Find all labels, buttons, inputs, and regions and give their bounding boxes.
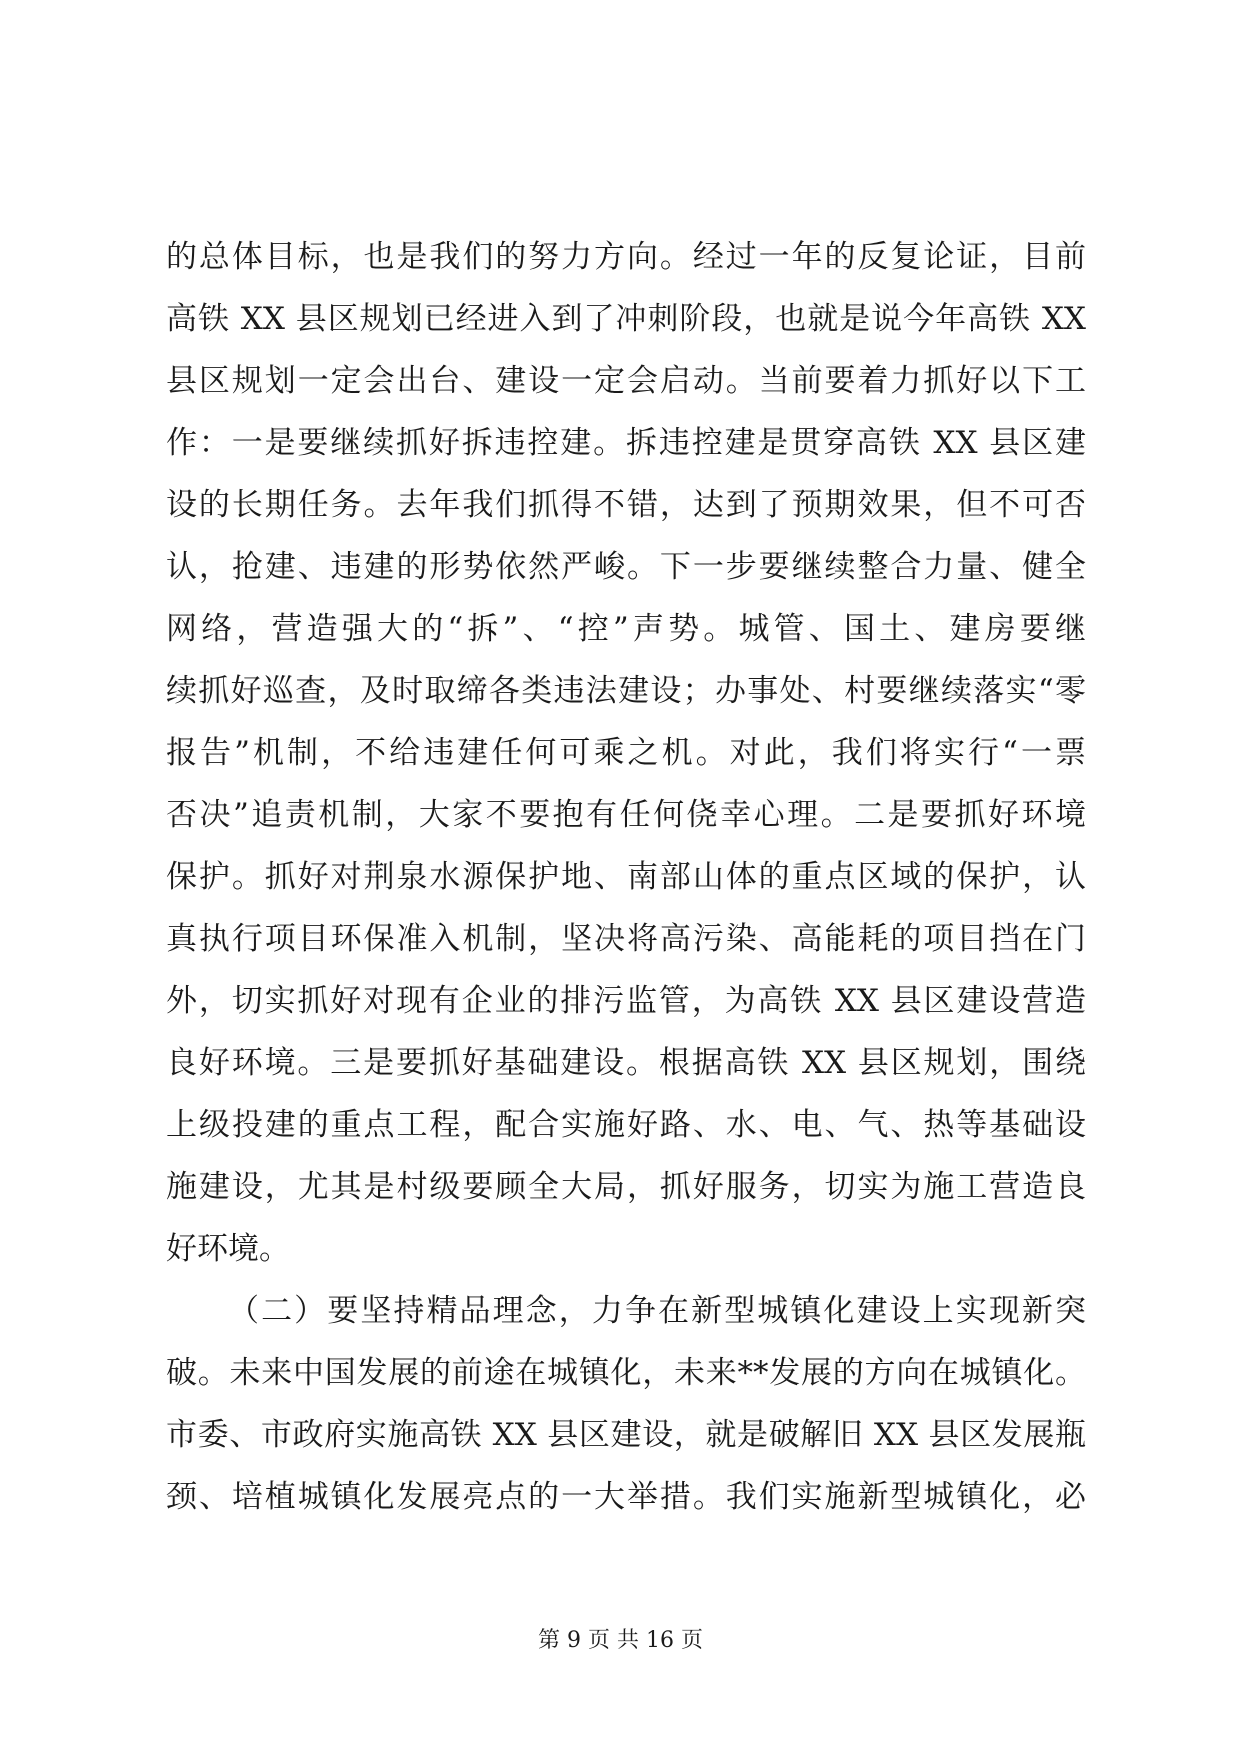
text-line: 网络，营造强大的“拆”、“控”声势。城管、国土、建房要继 (166, 611, 1086, 647)
text-line: 真执行项目环保准入机制，坚决将高污染、高能耗的项目挡在门 (166, 921, 1086, 957)
text-line: 续抓好巡查，及时取缔各类违法建设；办事处、村要继续落实“零 (166, 673, 1086, 709)
text-line: 上级投建的重点工程，配合实施好路、水、电、气、热等基础设 (166, 1107, 1086, 1143)
text-line: 市委、市政府实施高铁 XX 县区建设，就是破解旧 XX 县区发展瓶 (166, 1417, 1086, 1453)
text-line: 高铁 XX 县区规划已经进入到了冲刺阶段，也就是说今年高铁 XX (166, 301, 1086, 337)
text-line: 县区规划一定会出台、建设一定会启动。当前要着力抓好以下工 (166, 363, 1086, 399)
text-line: 良好环境。三是要抓好基础建设。根据高铁 XX 县区规划，围绕 (166, 1045, 1086, 1081)
text-line: 颈、培植城镇化发展亮点的一大举措。我们实施新型城镇化，必 (166, 1479, 1086, 1515)
text-line: 外，切实抓好对现有企业的排污监管，为高铁 XX 县区建设营造 (166, 983, 1086, 1019)
text-line-paragraph-start: （二）要坚持精品理念，力争在新型城镇化建设上实现新突 (228, 1293, 1086, 1329)
text-line: 设的长期任务。去年我们抓得不错，达到了预期效果，但不可否 (166, 487, 1086, 523)
text-line: 保护。抓好对荆泉水源保护地、南部山体的重点区域的保护，认 (166, 859, 1086, 895)
page-number-footer: 第 9 页 共 16 页 (538, 1628, 703, 1653)
text-line: 的总体目标，也是我们的努力方向。经过一年的反复论证，目前 (166, 239, 1086, 275)
text-line: 报告”机制，不给违建任何可乘之机。对此，我们将实行“一票 (166, 735, 1086, 771)
text-line-paragraph-end: 好环境。 (166, 1231, 290, 1267)
text-line: 施建设，尤其是村级要顾全大局，抓好服务，切实为施工营造良 (166, 1169, 1086, 1205)
text-line: 破。未来中国发展的前途在城镇化，未来**发展的方向在城镇化。 (166, 1355, 1086, 1391)
text-line: 作：一是要继续抓好拆违控建。拆违控建是贯穿高铁 XX 县区建 (166, 425, 1086, 461)
body-text (166, 226, 1086, 1528)
text-line: 否决”追责机制，大家不要抱有任何侥幸心理。二是要抓好环境 (166, 797, 1086, 833)
text-line: 认，抢建、违建的形势依然严峻。下一步要继续整合力量、健全 (166, 549, 1086, 585)
